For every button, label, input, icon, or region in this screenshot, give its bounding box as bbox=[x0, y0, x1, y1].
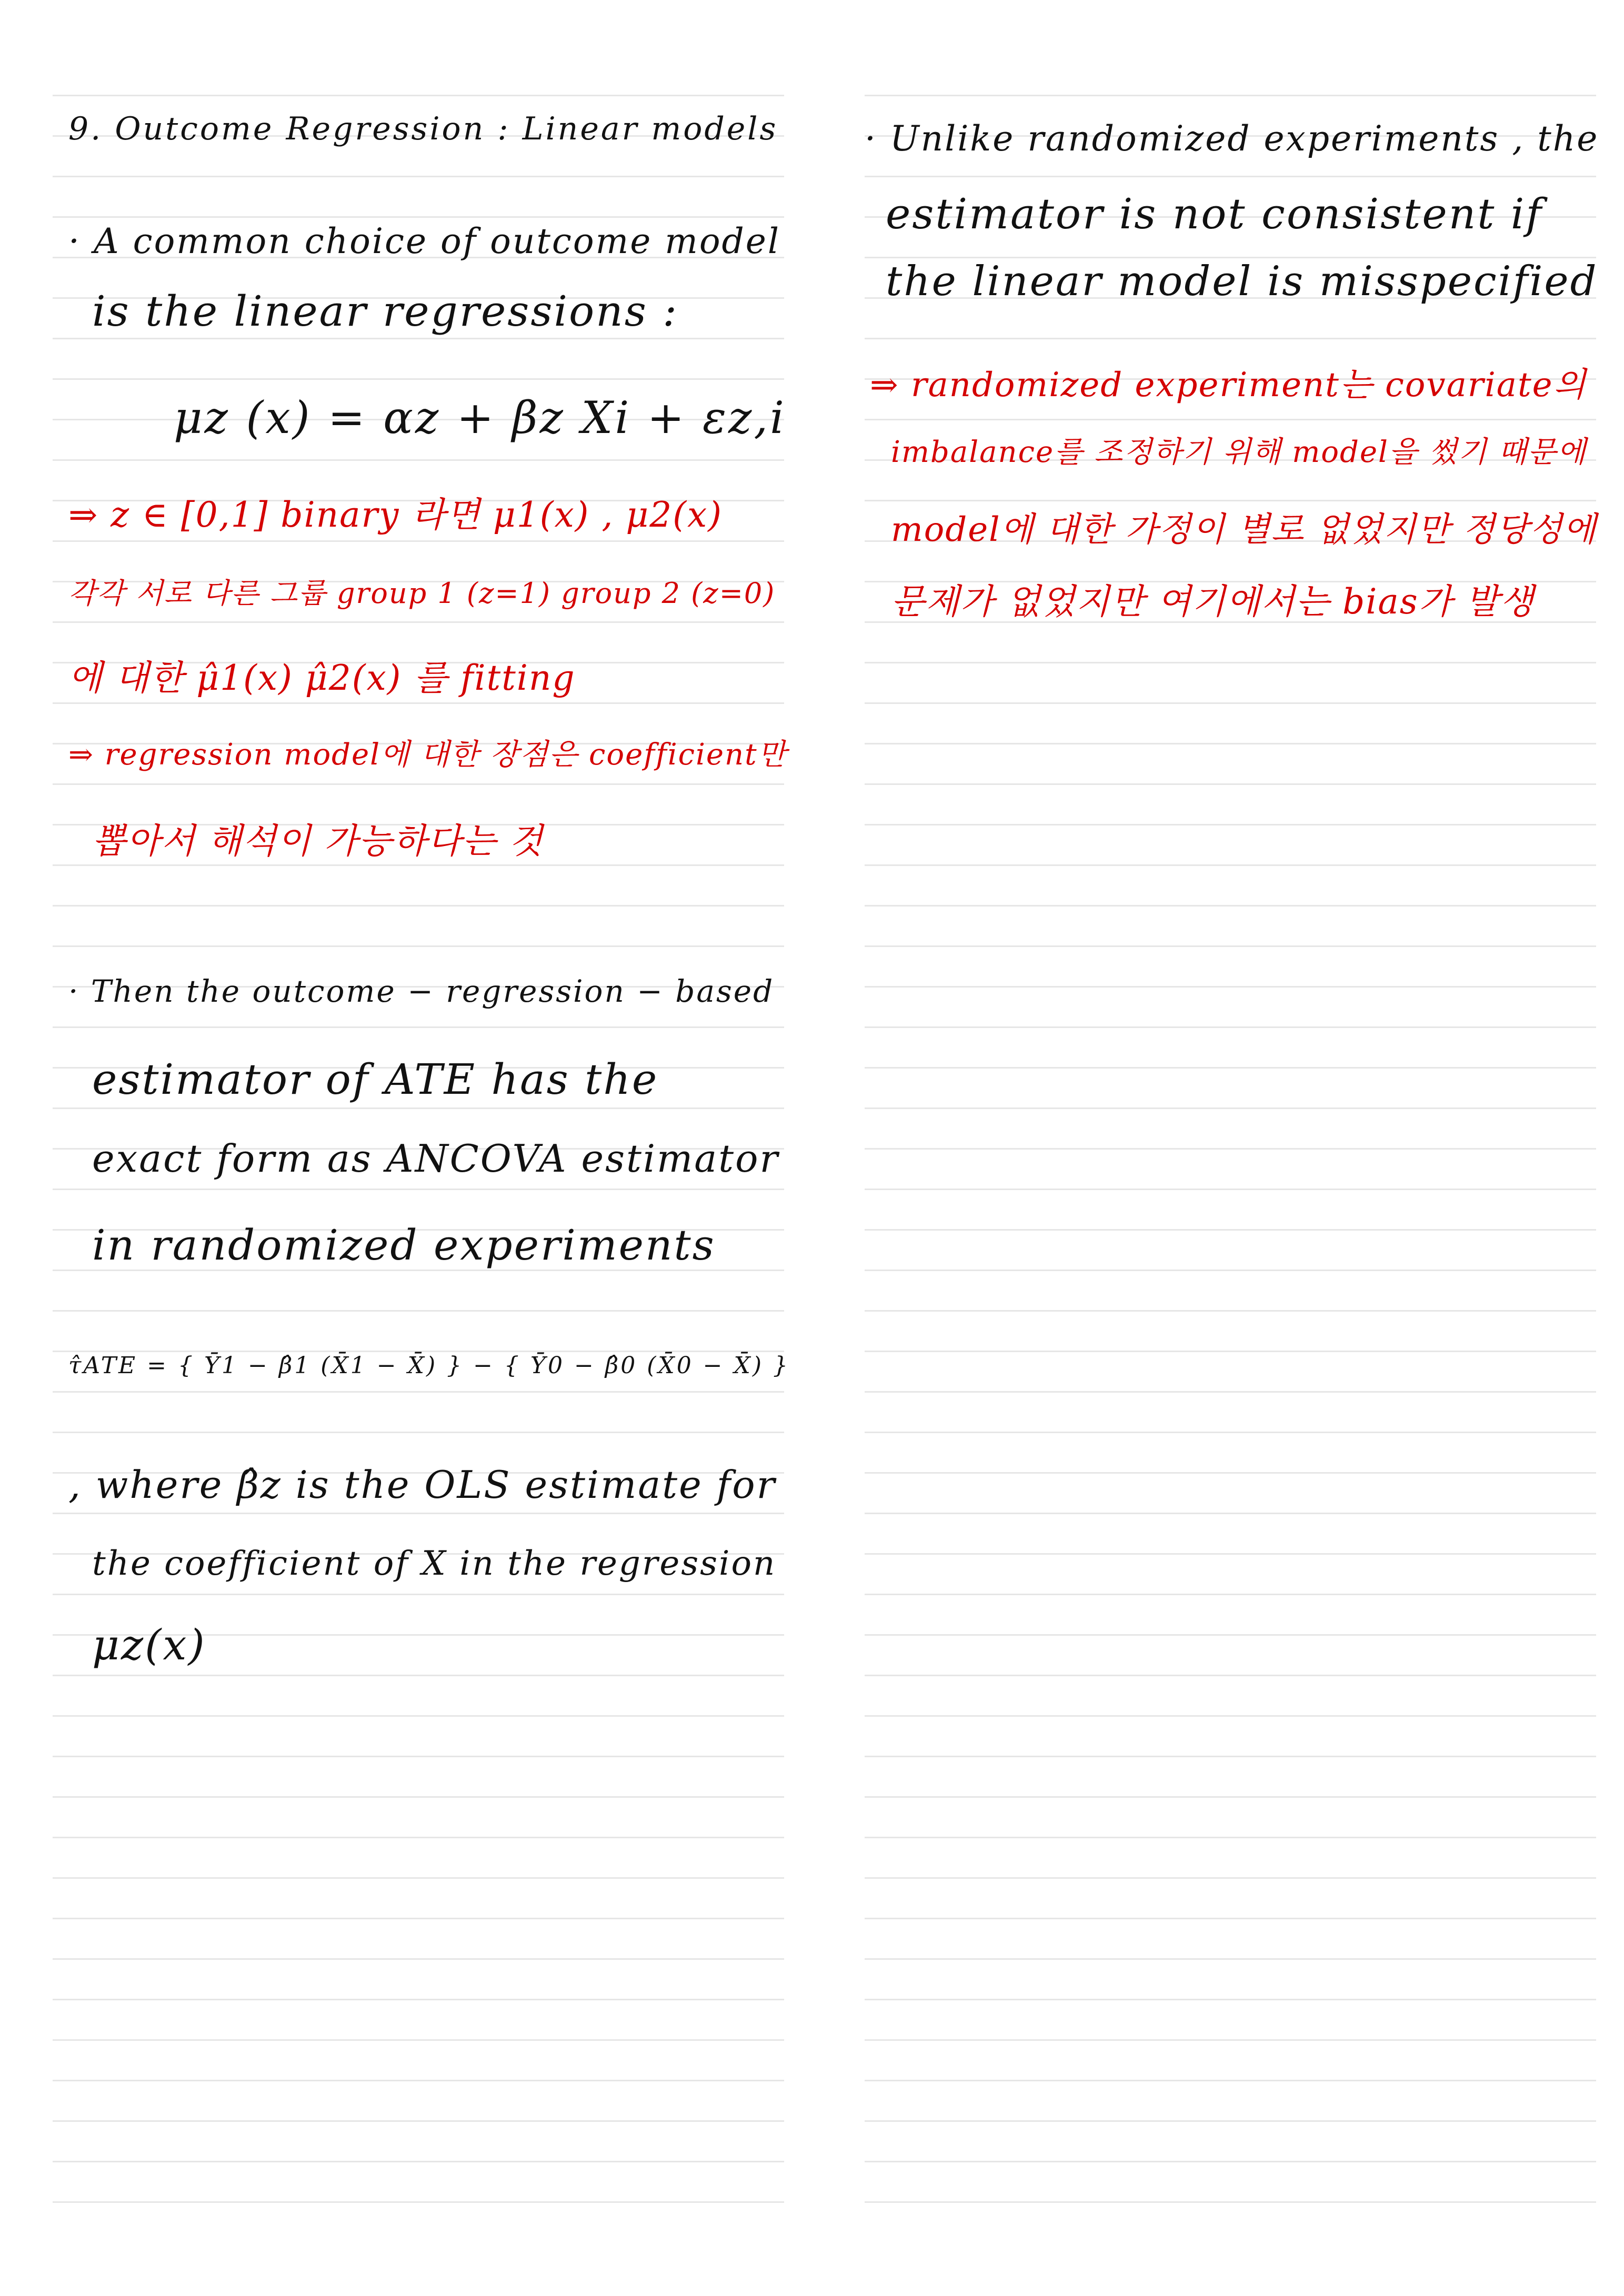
note-line: exact form as ANCOVA estimator bbox=[92, 1136, 779, 1181]
note-line: , where β̂z is the OLS estimate for bbox=[68, 1463, 777, 1507]
rule-line bbox=[865, 2201, 1596, 2203]
rule-line bbox=[53, 2161, 784, 2162]
rule-line bbox=[865, 1351, 1596, 1352]
rule-line bbox=[53, 540, 784, 542]
rule-line bbox=[865, 945, 1596, 947]
rule-line bbox=[53, 1513, 784, 1514]
note-line: is the linear regressions : bbox=[92, 287, 679, 336]
rule-line bbox=[53, 216, 784, 218]
rule-line bbox=[865, 1675, 1596, 1676]
rule-line bbox=[53, 1918, 784, 1919]
rule-line bbox=[865, 1594, 1596, 1595]
annotation-line: ⇒ randomized experiment는 covariate의 bbox=[870, 366, 1587, 405]
rule-line bbox=[865, 1837, 1596, 1838]
rule-line bbox=[865, 1432, 1596, 1433]
rule-line bbox=[865, 1229, 1596, 1231]
rule-line bbox=[865, 743, 1596, 744]
rule-line bbox=[865, 1107, 1596, 1109]
section-heading: 9. Outcome Regression : Linear models bbox=[68, 110, 778, 147]
rule-line bbox=[53, 1877, 784, 1879]
right-column bbox=[812, 0, 1624, 2296]
rule-line bbox=[865, 1067, 1596, 1069]
rule-line bbox=[53, 1432, 784, 1433]
rule-line bbox=[865, 1999, 1596, 2000]
rule-line bbox=[865, 1270, 1596, 1271]
rule-line bbox=[865, 1877, 1596, 1879]
rule-line bbox=[53, 1958, 784, 1960]
rule-line bbox=[865, 338, 1596, 339]
rule-line bbox=[53, 864, 784, 866]
rule-line bbox=[53, 1675, 784, 1676]
rule-line bbox=[53, 702, 784, 704]
rule-line bbox=[53, 1796, 784, 1798]
rule-line bbox=[53, 338, 784, 339]
rule-line bbox=[53, 2039, 784, 2041]
rule-line bbox=[865, 1189, 1596, 1190]
rule-line bbox=[865, 1026, 1596, 1028]
ate-estimator-formula: τ̂ATE = { Ȳ1 − β̂1 (X̄1 − X̄) } − { Ȳ0 − β̂0 (X̄0 − X̄) } bbox=[68, 1352, 790, 1379]
rule-line bbox=[53, 1715, 784, 1717]
rule-line bbox=[53, 905, 784, 907]
rule-line bbox=[53, 1837, 784, 1838]
rule-line bbox=[53, 1310, 784, 1312]
note-line: · Unlike randomized experiments , the bbox=[865, 118, 1599, 159]
rule-line bbox=[53, 2080, 784, 2081]
rule-line bbox=[865, 986, 1596, 988]
rule-line bbox=[865, 2120, 1596, 2122]
rule-line bbox=[865, 1715, 1596, 1717]
rule-line bbox=[53, 945, 784, 947]
rule-line bbox=[865, 95, 1596, 96]
rule-line bbox=[53, 459, 784, 461]
note-line: the coefficient of X in the regression bbox=[92, 1544, 777, 1583]
rule-line bbox=[53, 2120, 784, 2122]
rule-line bbox=[865, 419, 1596, 420]
rule-line bbox=[865, 783, 1596, 785]
rule-line bbox=[865, 824, 1596, 825]
rule-line bbox=[865, 500, 1596, 501]
rule-line bbox=[865, 1756, 1596, 1757]
annotation-line: model에 대한 가정이 별로 없었지만 정당성에 bbox=[891, 510, 1597, 549]
rule-line bbox=[865, 2039, 1596, 2041]
rule-line bbox=[865, 702, 1596, 704]
rule-line bbox=[53, 1756, 784, 1757]
rule-line bbox=[53, 378, 784, 380]
note-line: the linear model is misspecified bbox=[886, 258, 1598, 305]
annotation-line: ⇒ regression model에 대한 장점은 coefficient만 bbox=[68, 738, 787, 772]
rule-line bbox=[53, 1026, 784, 1028]
note-line: · A common choice of outcome model bbox=[68, 221, 780, 261]
rule-line bbox=[53, 621, 784, 623]
rule-line bbox=[53, 783, 784, 785]
rule-line bbox=[865, 1918, 1596, 1919]
annotation-line: imbalance를 조정하기 위해 model을 썼기 때문에 bbox=[891, 435, 1587, 469]
rule-line bbox=[865, 1310, 1596, 1312]
note-line: · Then the outcome − regression − based bbox=[68, 973, 775, 1009]
rule-line bbox=[53, 1270, 784, 1271]
rule-line bbox=[865, 2161, 1596, 2162]
rule-line bbox=[865, 176, 1596, 177]
rule-line bbox=[865, 662, 1596, 663]
rule-line bbox=[865, 864, 1596, 866]
rule-line bbox=[865, 1472, 1596, 1474]
note-line: estimator is not consistent if bbox=[886, 189, 1543, 238]
rule-line bbox=[53, 95, 784, 96]
rule-line bbox=[53, 1107, 784, 1109]
rule-line bbox=[53, 1391, 784, 1393]
annotation-line: 문제가 없었지만 여기에서는 bias가 발생 bbox=[891, 581, 1535, 622]
rule-line bbox=[865, 1148, 1596, 1150]
rule-line bbox=[865, 905, 1596, 907]
rule-line bbox=[53, 1999, 784, 2000]
note-line: estimator of ATE has the bbox=[92, 1055, 659, 1104]
rule-line bbox=[53, 1594, 784, 1595]
note-line: μz(x) bbox=[92, 1620, 206, 1669]
rule-line bbox=[865, 1634, 1596, 1636]
linear-model-formula: μz (x) = αz + βz Xi + εz,i bbox=[174, 392, 786, 444]
annotation-line: 뽑아서 해석이 가능하다는 것 bbox=[92, 821, 544, 861]
rule-line bbox=[53, 1189, 784, 1190]
annotation-line: ⇒ z ∈ [0,1] binary 라면 μ1(x) , μ2(x) bbox=[68, 495, 723, 535]
note-line: in randomized experiments bbox=[92, 1221, 716, 1270]
rule-line bbox=[865, 1958, 1596, 1960]
rule-line bbox=[53, 2201, 784, 2203]
rule-line bbox=[865, 1553, 1596, 1555]
rule-line bbox=[53, 176, 784, 177]
rule-line bbox=[865, 1513, 1596, 1514]
rule-line bbox=[865, 2080, 1596, 2081]
annotation-line: 에 대한 μ̂1(x) μ̂2(x) 를 fitting bbox=[68, 658, 576, 698]
rule-line bbox=[865, 1796, 1596, 1798]
annotation-line: 각각 서로 다른 그룹 group 1 (z=1) group 2 (z=0) bbox=[68, 577, 776, 610]
rule-line bbox=[865, 1391, 1596, 1393]
